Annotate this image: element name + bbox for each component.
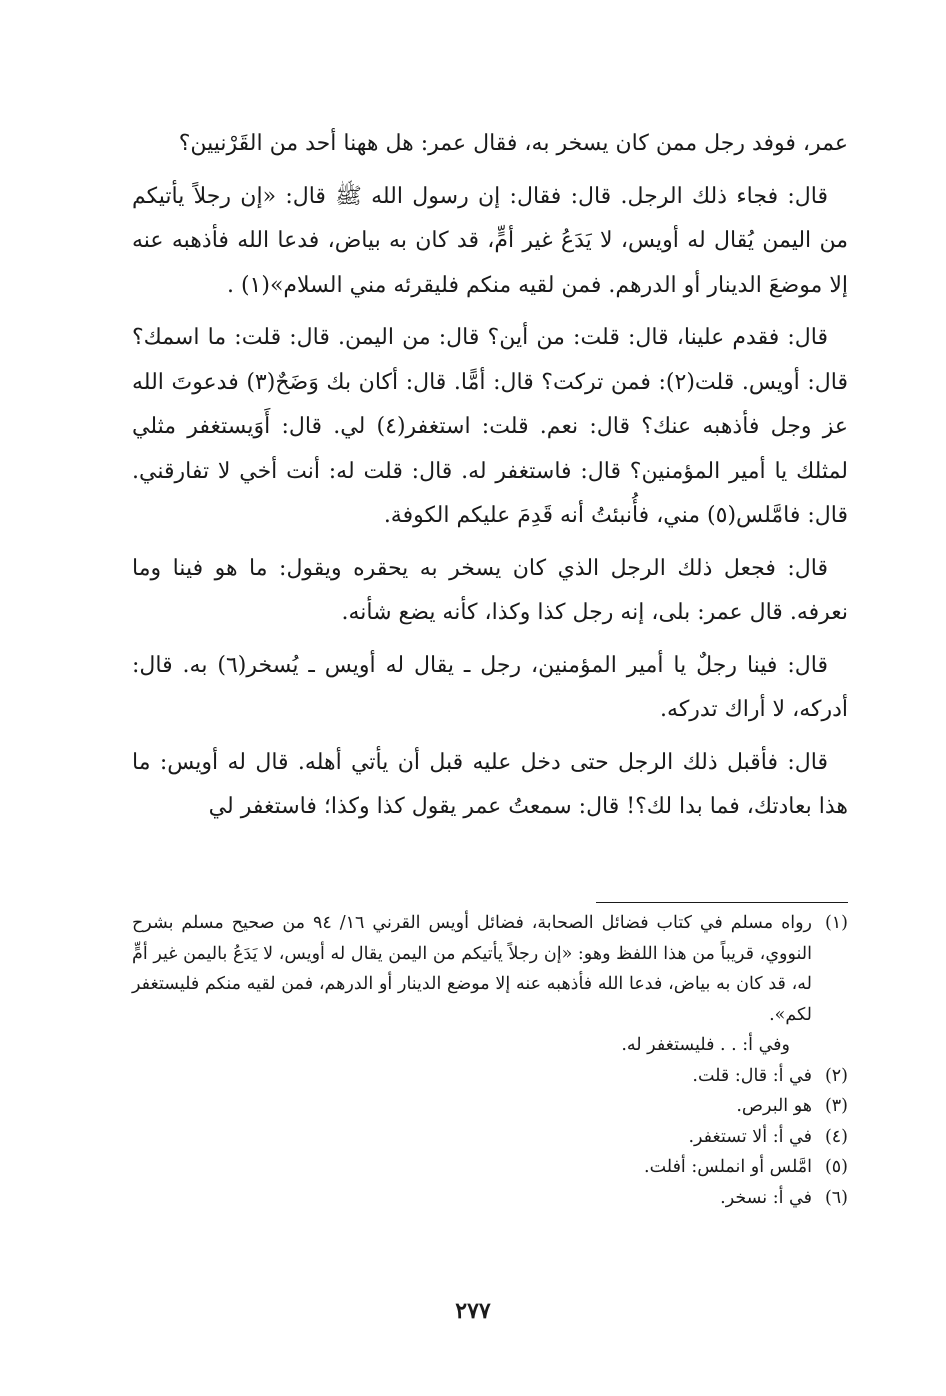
footnote-number: (٥) (824, 1157, 848, 1177)
paragraph-2: قال: فجاء ذلك الرجل. قال: فقال: إن رسول الله ﷺ قال: «إن رجلاً يأتيكم من اليمن يُقال له أويس، لا يَدَعُ غير أمٍّ، قد كان به بياض، فدعا الله فأذهبه عنه إلا موضعَ الدينار أو الدرهم. فمن لقيه منكم فليقرئه مني السلام»(١) . (132, 183, 848, 298)
footnote-number: (٤) (824, 1126, 848, 1147)
footnote-text: في أ: ألا تستغفر. (688, 1126, 812, 1147)
footnote-text: رواه مسلم في كتاب فضائل الصحابة، فضائل أويس القرني ١٦/ ٩٤ من صحيح مسلم بشرح النووي، قريباً من هذا اللفظ وهو: «إن رجلاً يأتيكم من اليمن يقال له أويس، لا يَدَعُ باليمن غير أمٍّ له، قد كان به بياض، فدعا الله فأذهبه عنه إلا موضع الدينار أو الدرهم، فمن لقيه منكم فليستغفر لكم». (132, 913, 813, 1025)
footnotes-section (132, 908, 848, 1213)
footnote-number: (٣) (824, 1096, 848, 1116)
paragraph-6: قال: فأقبل ذلك الرجل حتى دخل عليه قبل أن يأتي أهله. قال له أويس: ما هذا بعادتك، فما بدا لك؟! قال: سمعتُ عمر يقول كذا وكذا؛ فاستغفر لي (132, 749, 848, 819)
footnote-text: في أ: نسخر. (720, 1187, 812, 1208)
paragraph-5: قال: فينا رجلٌ يا أمير المؤمنين، رجل ـ يقال له أويس ـ يُسخر(٦) به. قال: أدركه، لا أراك تدركه. (132, 652, 848, 722)
footnote-number: (٢) (824, 1065, 848, 1086)
footnote-3 (132, 1091, 848, 1122)
footnote-number: (١) (824, 913, 848, 933)
footnote-text: امَّلس أو انملس: أفلت. (644, 1157, 812, 1177)
footnote-5 (132, 1152, 848, 1183)
footnote-text: هو البرص. (736, 1096, 812, 1116)
main-text-body (132, 122, 848, 838)
paragraph-1: عمر، فوفد رجل ممن كان يسخر به، فقال عمر: هل ههنا أحد من القَرْنيين؟ (178, 131, 848, 156)
paragraph-4: قال: فجعل ذلك الرجل الذي كان يسخر به يحقره ويقول: ما هو فينا وما نعرفه. قال عمر: بلى، إنه رجل كذا وكذا، كأنه يضع شأنه. (132, 555, 848, 625)
footnote-text: في أ: قال: قلت. (692, 1065, 812, 1086)
footnote-1-variant: وفي أ: . . فليستغفر له. (621, 1035, 790, 1055)
footnote-divider (596, 902, 848, 903)
footnote-4 (132, 1122, 848, 1153)
footnote-1 (132, 908, 848, 1030)
footnote-2 (132, 1061, 848, 1092)
footnote-number: (٦) (824, 1187, 848, 1208)
footnote-6 (132, 1183, 848, 1214)
paragraph-3: قال: فقدم علينا، قال: قلت: من أين؟ قال: من اليمن. قال: قلت: ما اسمك؟ قال: أويس. قلت(٢): فمن تركت؟ قال: أمًّا. قال: أكان بك وَضَحٌ(٣) فدعوتَ الله عز وجل فأذهبه عنك؟ قال: نعم. قلت: استغفر(٤) لي. قال: أَوَيستغفر مثلي لمثلك يا أمير المؤمنين؟ قال: فاستغفر له. قال: قلت له: أنت أخي لا تفارقني. قال: فامَّلس(٥) مني، فأُنبئتُ أنه قَدِمَ عليكم الكوفة. (132, 325, 848, 528)
page-number: ٢٧٧ (455, 1298, 491, 1324)
